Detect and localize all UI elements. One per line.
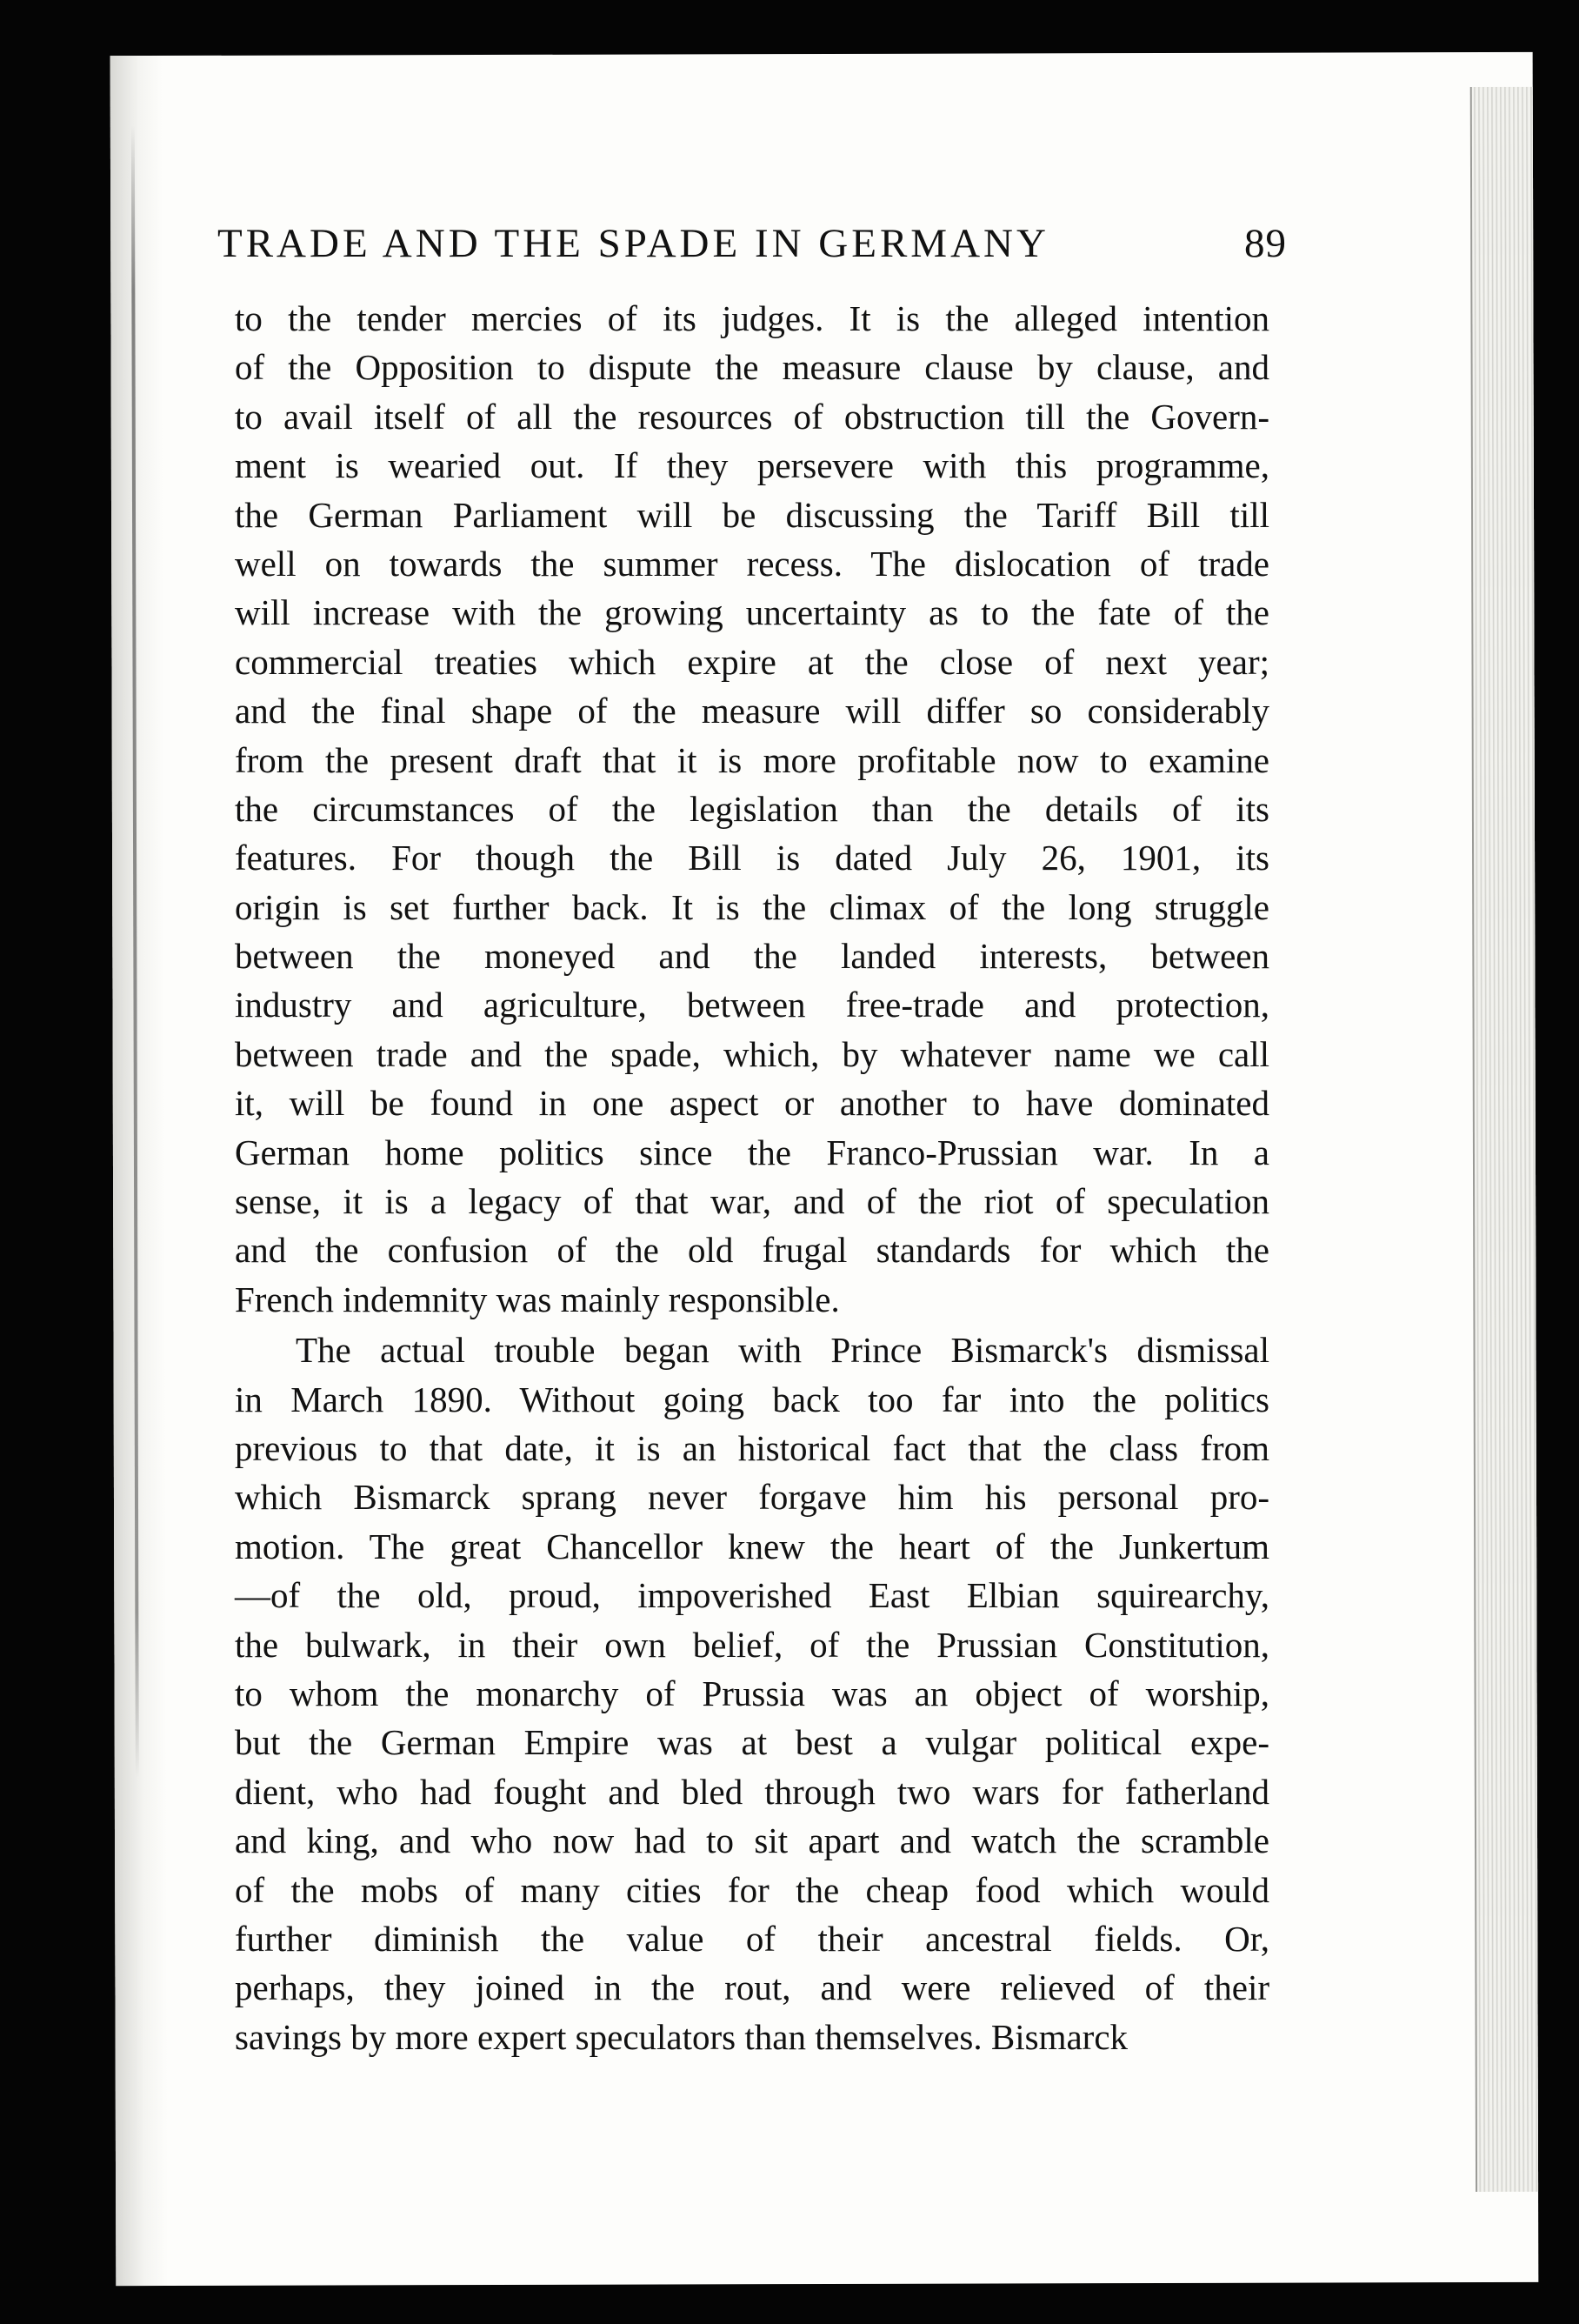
text-line: of the Opposition to dispute the measure clause by clause, and [235,347,1269,388]
body-text [235,294,1269,2061]
text-line: commercial treaties which expire at the close of next year; [235,641,1269,682]
text-line: between trade and the spade, which, by whatever name we call [235,1033,1269,1074]
text-line: to the tender mercies of its judges. It is the alleged intention [235,298,1269,338]
text-line: industry and agriculture, between free-trade and protection, [235,985,1269,1025]
text-line: and king, and who now had to sit apart and watch the scramble [235,1820,1269,1861]
text-line: ment is wearied out. If they persevere with this programme, [235,445,1269,486]
text-line: but the German Empire was at best a vulgar political expe- [235,1722,1269,1763]
text-line: dient, who had fought and bled through two wars for fatherland [235,1771,1269,1812]
text-line: The actual trouble began with Prince Bismarck's dismissal [296,1330,1269,1371]
text-line: well on towards the summer recess. The dislocation of trade [235,543,1269,584]
text-line: to whom the monarchy of Prussia was an object of worship, [235,1673,1269,1713]
text-line: German home politics since the Franco-Prussian war. In a [235,1132,1269,1172]
text-line: further diminish the value of their ancestral fields. Or, [235,1918,1269,1959]
text-line: the bulwark, in their own belief, of the Prussian Constitution, [235,1624,1269,1665]
page-number: 89 [1244,221,1287,266]
text-line: will increase with the growing uncertainty as to the fate of the [235,592,1269,633]
text-line: previous to that date, it is an historical fact that the class from [235,1427,1269,1468]
paragraph [235,294,1269,1324]
page-fore-edge [1470,87,1538,2192]
text-line: between the moneyed and the landed interests, between [235,936,1269,977]
running-title: TRADE AND THE SPADE IN GERMANY [217,221,1049,266]
text-line: French indemnity was mainly responsible. [235,1279,840,1319]
text-line: to avail itself of all the resources of obstruction till the Govern- [235,396,1269,437]
text-line: which Bismarck sprang never forgave him his personal pro- [235,1477,1269,1518]
running-header [217,220,1287,272]
text-line: and the confusion of the old frugal standards for which the [235,1230,1269,1271]
text-line: from the present draft that it is more profitable now to examine [235,739,1269,780]
text-line: origin is set further back. It is the climax of the long struggle [235,886,1269,927]
text-line: sense, it is a legacy of that war, and of the riot of speculation [235,1181,1269,1222]
text-line: motion. The great Chancellor knew the heart of the Junkertum [235,1526,1269,1566]
text-line: of the mobs of many cities for the cheap food which would [235,1869,1269,1910]
text-line: savings by more expert speculators than themselves. Bismarck [235,2016,1129,2057]
text-line: it, will be found in one aspect or another to have dominated [235,1083,1269,1124]
page-gutter [110,56,169,2286]
paragraph [235,1326,1269,2061]
text-line: the German Parliament will be discussing the Tariff Bill till [235,494,1269,535]
text-line: the circumstances of the legislation than the details of its [235,788,1269,829]
text-line: in March 1890. Without going back too far into the politics [235,1379,1269,1419]
text-line: —of the old, proud, impoverished East Elbian squirearchy, [235,1575,1269,1616]
text-line: features. For though the Bill is dated July 26, 1901, its [235,838,1269,878]
text-line: and the final shape of the measure will differ so considerably [235,691,1269,731]
text-line: perhaps, they joined in the rout, and were relieved of their [235,1967,1269,2008]
